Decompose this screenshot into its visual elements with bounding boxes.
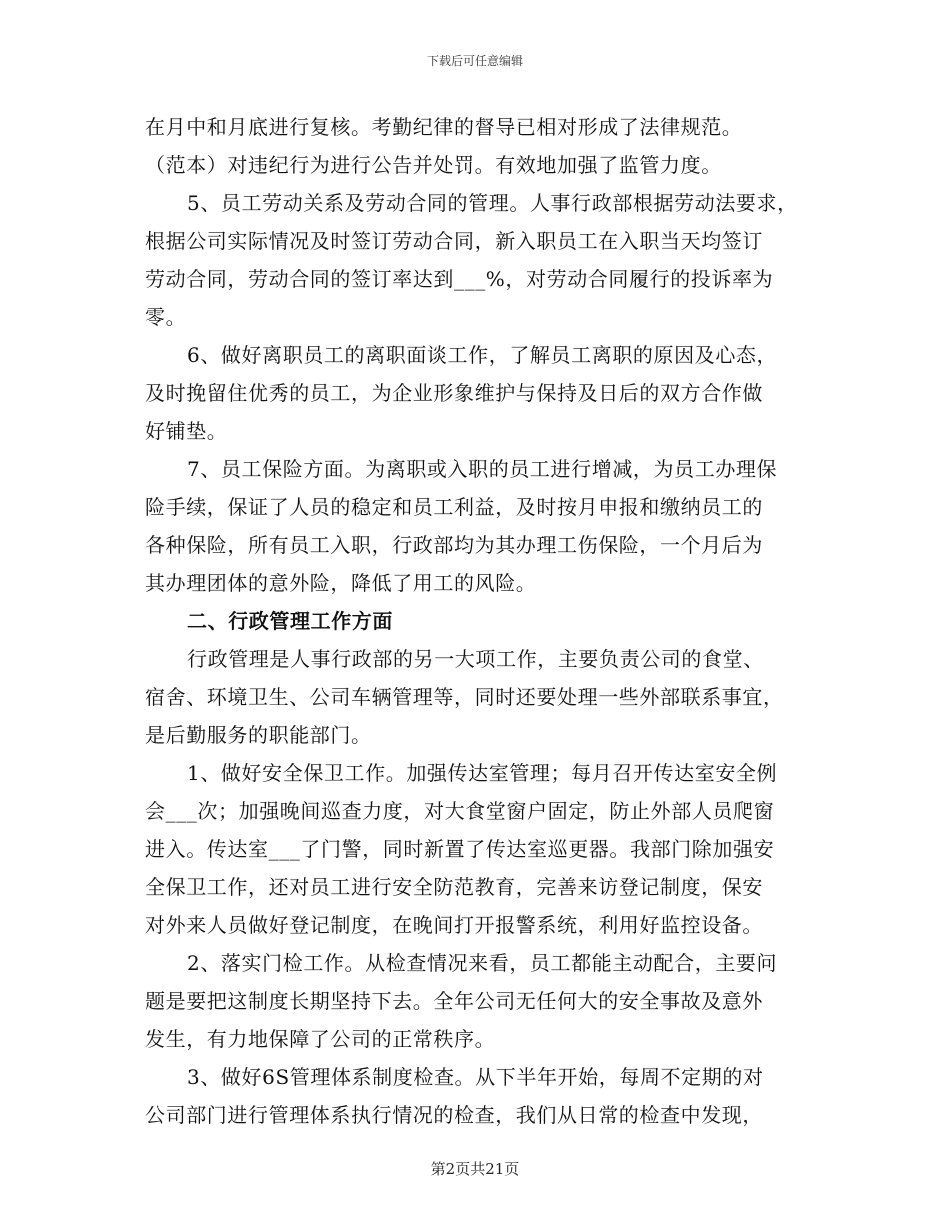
body-line: 发生，有力地保障了公司的正常秩序。 [145,1027,496,1051]
body-line: （范本）对违纪行为进行公告并处罚。有效地加强了监管力度。 [145,153,722,177]
paragraph-start: 2、落实门检工作。从检查情况来看，员工都能主动配合，主要问 [187,951,778,975]
page-header: 下载后可任意编辑 [426,54,523,68]
body-line: 进入。传达室___了门警，同时新置了传达室巡更器。我部门除加强安 [145,837,775,861]
paragraph-start: 1、做好安全保卫工作。加强传达室管理；每月召开传达室安全例 [187,761,778,785]
page-number: 第2页共21页 [430,1160,520,1178]
paragraph-start: 行政管理是人事行政部的另一大项工作，主要负责公司的食堂、 [187,647,764,671]
body-line: 险手续，保证了人员的稳定和员工利益，及时按月申报和缴纳员工的 [145,495,763,519]
body-line: 题是要把这制度长期坚持下去。全年公司无任何大的安全事故及意外 [145,989,763,1013]
paragraph-start: 6、做好离职员工的离职面谈工作，了解员工离职的原因及心态， [187,343,778,367]
body-line: 各种保险，所有员工入职，行政部均为其办理工伤保险，一个月后为 [145,533,763,557]
body-line: 会___次；加强晚间巡查力度，对大食堂窗户固定，防止外部人员爬窗 [145,799,775,823]
document-body [145,108,825,1134]
body-line: 及时挽留住优秀的员工，为企业形象维护与保持及日后的双方合作做 [145,381,763,405]
body-line: 好铺垫。 [145,419,228,443]
section-heading: 二、行政管理工作方面 [187,609,393,633]
body-line: 是后勤服务的职能部门。 [145,723,372,747]
paragraph-start: 3、做好6S管理体系制度检查。从下半年开始，每周不定期的对 [187,1065,764,1089]
body-line: 对外来人员做好登记制度，在晚间打开报警系统，利用好监控设备。 [145,913,763,937]
body-line: 宿舍、环境卫生、公司车辆管理等，同时还要处理一些外部联系事宜， [145,685,784,709]
body-line: 劳动合同，劳动合同的签订率达到___%，对劳动合同履行的投诉率为 [145,267,774,291]
body-line: 其办理团体的意外险，降低了用工的风险。 [145,571,537,595]
body-line: 全保卫工作，还对员工进行安全防范教育，完善来访登记制度，保安 [145,875,763,899]
paragraph-start: 5、员工劳动关系及劳动合同的管理。人事行政部根据劳动法要求， [187,191,798,215]
body-line: 根据公司实际情况及时签订劳动合同，新入职员工在入职当天均签订 [145,229,763,253]
paragraph-start: 7、员工保险方面。为离职或入职的员工进行增减，为员工办理保 [187,457,778,481]
body-line: 在月中和月底进行复核。考勤纪律的督导已相对形成了法律规范。 [145,115,743,139]
body-line: 公司部门进行管理体系执行情况的检查，我们从日常的检查中发现， [145,1103,763,1127]
body-line: 零。 [145,305,187,329]
